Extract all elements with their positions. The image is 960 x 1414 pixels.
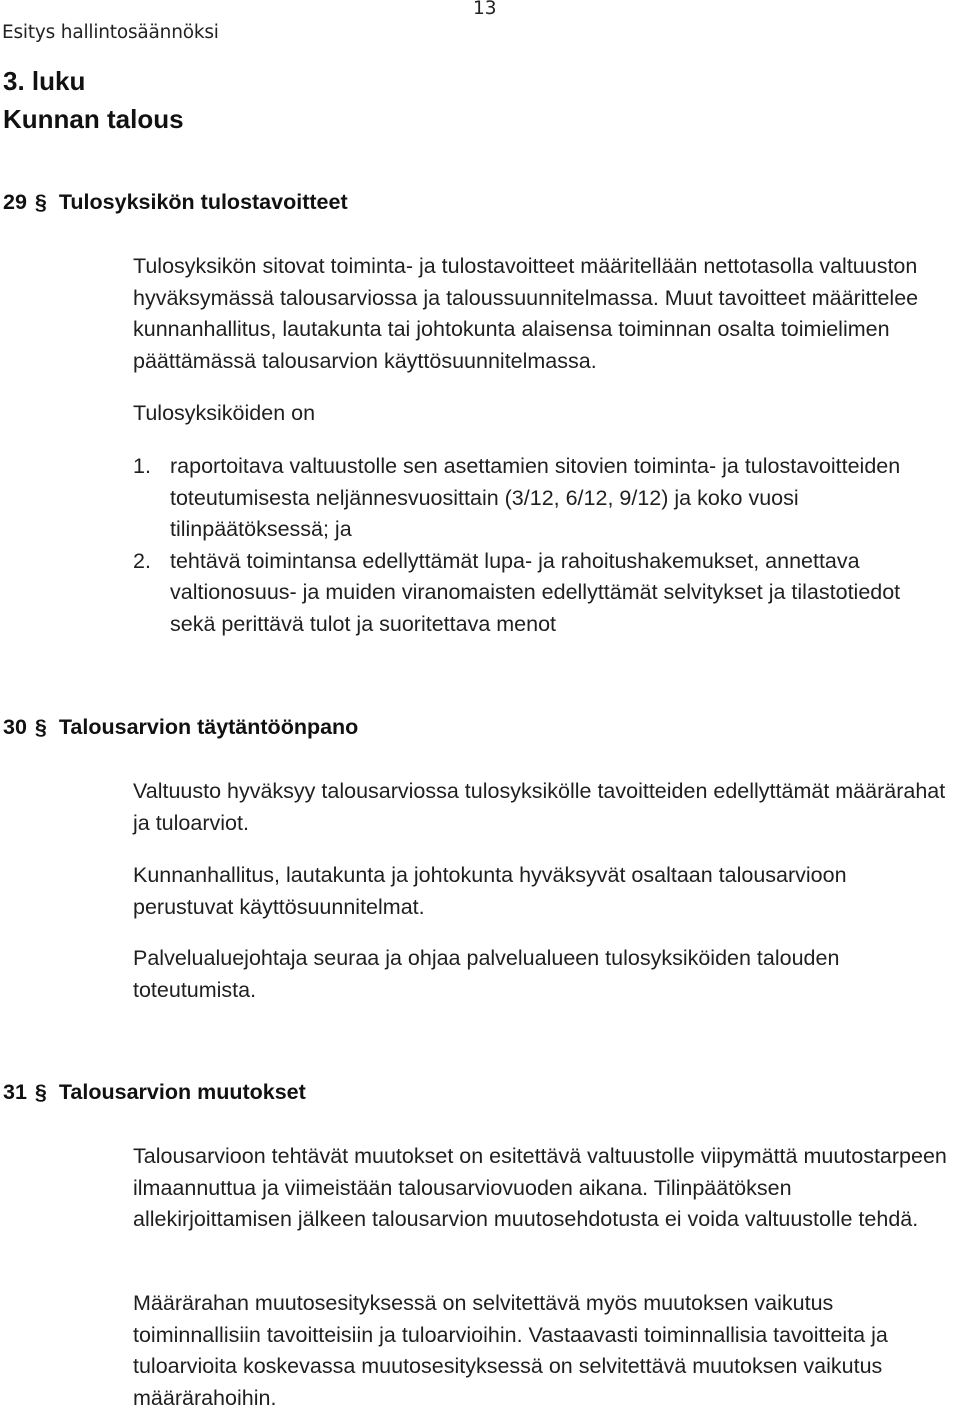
chapter-number: 3. luku (3, 66, 86, 96)
section-title: Talousarvion täytäntöönpano (58, 715, 359, 739)
section-title: Talousarvion muutokset (58, 1080, 306, 1104)
list-item-number: 1. (133, 454, 151, 478)
section-heading (3, 715, 358, 740)
chapter-title: Kunnan talous (3, 104, 184, 134)
paragraph: Määrärahan muutosesityksessä on selvitettävä myös muutoksen vaikutus toiminnallisiin tavoitteisiin ja tuloarvioihin. Vastaavasti toiminnallisia tavoitteita ja tuloarvioita koskevassa muutosesityksessä on selvitettävä muutoksen vaikutus määrärahoihin. (133, 1291, 888, 1410)
paragraph: Talousarvioon tehtävät muutokset on esitettävä valtuustolle viipymättä muutostarpeen ilmaannuttua ja viimeistään talousarviovuoden aikana. Tilinpäätöksen allekirjoittamisen jälkeen talousarvion muutosehdotusta ei voida valtuustolle tehdä. (133, 1144, 947, 1231)
section-number: 29 (3, 190, 27, 214)
list-item (133, 451, 948, 546)
paragraph: Tulosyksikön sitovat toiminta- ja tulostavoitteet määritellään nettotasolla valtuuston hyväksymässä talousarviossa ja taloussuunnitelmassa. Muut tavoitteet määrittelee kunnanhallitus, lautakunta tai johtokunta alaisensa toiminnan osalta toimielimen päättämässä talousarvion käyttösuunnitelmassa. (133, 254, 919, 373)
section-title: Tulosyksikön tulostavoitteet (58, 190, 348, 214)
paragraph: Valtuusto hyväksyy talousarviossa tulosyksikölle tavoitteiden edellyttämät määrärahat ja tuloarviot. (133, 779, 946, 835)
section-heading (3, 190, 348, 215)
list-item-text: raportoitava valtuustolle sen asettamien sitovien toiminta- ja tulostavoitteiden toteutumisesta neljännesvuosittain (3/12, 6/12, 9/12) ja koko vuosi tilinpäätöksessä; ja (170, 454, 901, 541)
section-sign: § (34, 190, 47, 214)
document-title: Esitys hallintosäännöksi (2, 22, 219, 43)
list-item-text: tehtävä toimintansa edellyttämät lupa- ja rahoitushakemukset, annettava valtionosuus- ja muiden viranomaisten edellyttämät selvitykset ja tilastotiedot sekä perittävä tulot ja suoritettava menot (170, 548, 901, 636)
list-item-number: 2. (133, 548, 151, 573)
paragraph: Palvelualuejohtaja seuraa ja ohjaa palvelualueen tulosyksiköiden talouden toteutumista. (133, 946, 840, 1002)
section-sign: § (34, 715, 47, 739)
section-number: 31 (3, 1080, 27, 1104)
list-item (133, 546, 948, 641)
paragraph: Kunnanhallitus, lautakunta ja johtokunta hyväksyvät osaltaan talousarvioon perustuvat käyttösuunnitelmat. (133, 863, 847, 919)
chapter-heading (3, 62, 184, 138)
section-number: 30 (3, 715, 27, 739)
section-sign: § (34, 1080, 47, 1104)
paragraph: Tulosyksiköiden on (133, 401, 316, 425)
numbered-list (133, 451, 948, 640)
section-heading (3, 1080, 306, 1105)
page-number: 13 (473, 0, 497, 19)
